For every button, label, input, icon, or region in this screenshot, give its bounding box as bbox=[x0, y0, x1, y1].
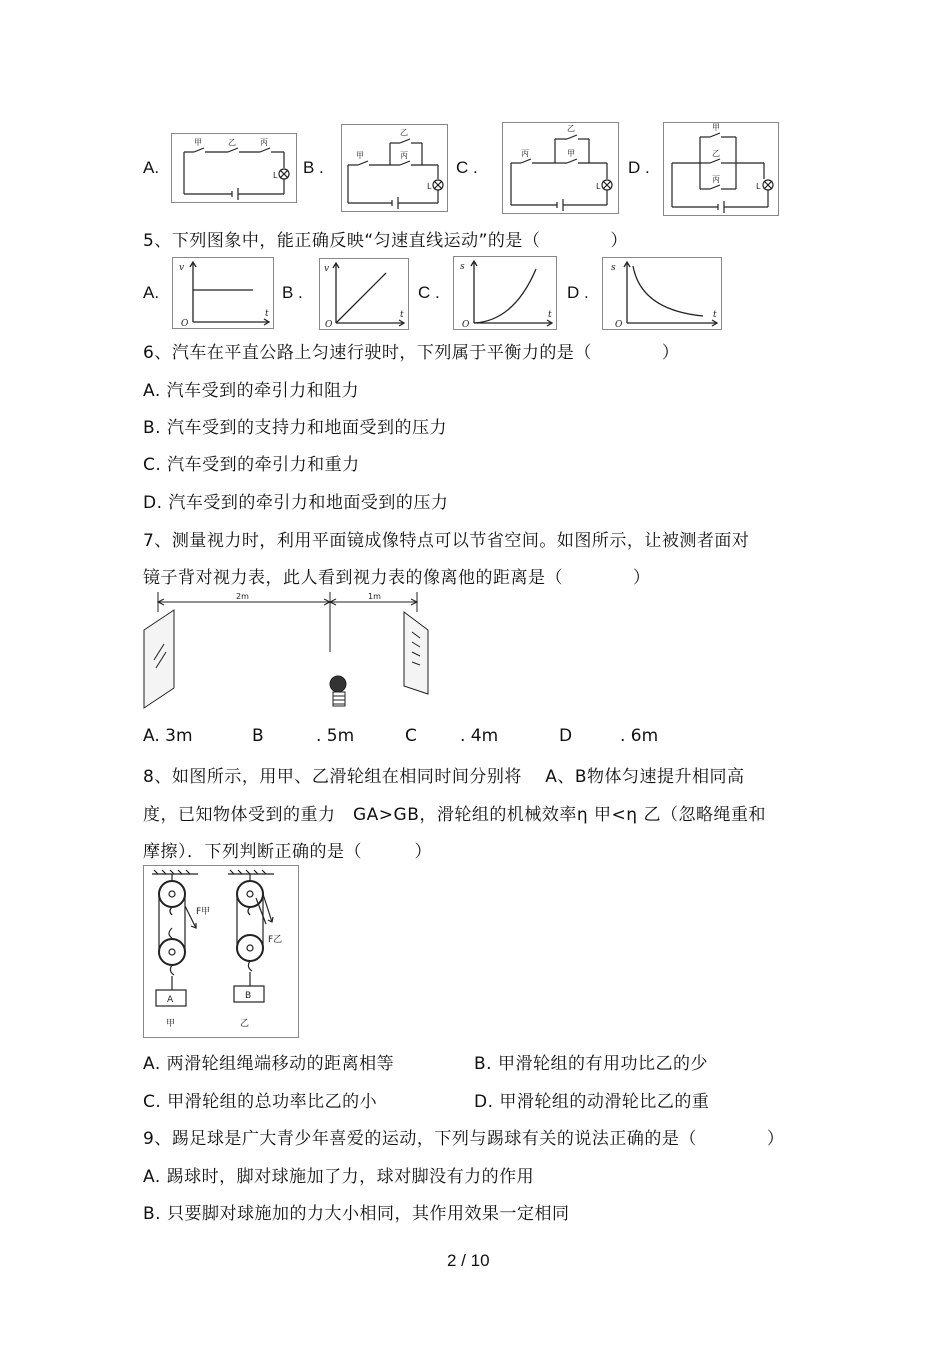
svg-text:F甲: F甲 bbox=[196, 907, 211, 917]
q7-option-c-letter: C bbox=[405, 726, 417, 746]
svg-text:2m: 2m bbox=[236, 592, 249, 601]
svg-text:甲: 甲 bbox=[166, 1019, 176, 1029]
svg-text:s: s bbox=[460, 262, 465, 272]
svg-text:t: t bbox=[400, 310, 404, 320]
svg-text:O: O bbox=[615, 320, 623, 329]
q5-option-b-label: B . bbox=[282, 283, 303, 302]
q7-option-d-letter: D bbox=[559, 726, 573, 746]
svg-text:甲: 甲 bbox=[567, 149, 575, 158]
q8-line2: 度，已知物体受到的重力 GA>GB，滑轮组的机械效率η 甲<η 乙（忽略绳重和 bbox=[143, 805, 766, 825]
q7-option-d-value: . 6m bbox=[620, 726, 659, 746]
svg-text:t: t bbox=[548, 310, 552, 320]
svg-text:L: L bbox=[427, 182, 432, 191]
svg-text:丙: 丙 bbox=[521, 149, 529, 158]
q6-option-c: C. 汽车受到的牵引力和重力 bbox=[143, 455, 360, 475]
svg-text:乙: 乙 bbox=[240, 1019, 250, 1029]
q8-option-d: D. 甲滑轮组的动滑轮比乙的重 bbox=[474, 1092, 710, 1112]
q6-question: 6、汽车在平直公路上匀速行驶时，下列属于平衡力的是（ ） bbox=[143, 343, 680, 363]
page-number: 2 / 10 bbox=[447, 1251, 490, 1270]
q7-option-a: A. 3m bbox=[143, 726, 193, 746]
q5-option-a-label: A. bbox=[143, 283, 160, 302]
svg-text:丙: 丙 bbox=[400, 151, 408, 160]
q7-line1: 7、测量视力时，利用平面镜成像特点可以节省空间。如图所示，让被测者面对 bbox=[143, 531, 750, 551]
q4-circuit-a bbox=[171, 133, 297, 203]
q5-graph-b bbox=[319, 258, 409, 330]
q7-option-b-value: . 5m bbox=[316, 726, 355, 746]
q4-circuit-b bbox=[341, 124, 448, 212]
q4-circuit-c bbox=[502, 122, 619, 214]
q6-option-a: A. 汽车受到的牵引力和阻力 bbox=[143, 381, 360, 401]
q8-option-a: A. 两滑轮组绳端移动的距离相等 bbox=[143, 1054, 395, 1074]
q8-option-b: B. 甲滑轮组的有用功比乙的少 bbox=[474, 1054, 708, 1074]
q5-graph-c bbox=[453, 256, 557, 330]
svg-text:t: t bbox=[713, 310, 717, 320]
q7-line2: 镜子背对视力表，此人看到视力表的像离他的距离是（ ） bbox=[143, 568, 651, 588]
q4-option-a-label: A. bbox=[143, 158, 160, 177]
svg-text:乙: 乙 bbox=[567, 124, 575, 133]
svg-text:s: s bbox=[611, 263, 616, 273]
svg-text:O: O bbox=[462, 320, 470, 329]
q9-question: 9、踢足球是广大青少年喜爱的运动，下列与踢球有关的说法正确的是（ ） bbox=[143, 1129, 785, 1149]
svg-text:丙: 丙 bbox=[260, 138, 268, 147]
q5-option-d-label: D . bbox=[567, 283, 589, 302]
q4-option-d-label: D . bbox=[628, 158, 650, 177]
q8-pulley-figure bbox=[143, 865, 299, 1038]
svg-text:丙: 丙 bbox=[712, 175, 720, 184]
q7-option-b-letter: B bbox=[252, 726, 264, 746]
q9-option-b: B. 只要脚对球施加的力大小相同，其作用效果一定相同 bbox=[143, 1204, 570, 1224]
q8-line1: 8、如图所示，用甲、乙滑轮组在相同时间分别将 A、B物体匀速提升相同高 bbox=[143, 767, 745, 787]
q5-option-c-label: C . bbox=[418, 283, 440, 302]
svg-text:O: O bbox=[181, 319, 189, 328]
svg-text:乙: 乙 bbox=[400, 128, 408, 137]
switch-label: 甲 bbox=[194, 138, 202, 147]
q4-option-c-label: C . bbox=[456, 158, 478, 177]
svg-text:乙: 乙 bbox=[228, 138, 236, 147]
svg-text:甲: 甲 bbox=[712, 123, 720, 132]
svg-text:甲: 甲 bbox=[356, 151, 364, 160]
svg-text:乙: 乙 bbox=[712, 149, 720, 158]
q5-graph-d bbox=[602, 257, 722, 330]
svg-text:t: t bbox=[265, 309, 269, 319]
svg-text:1m: 1m bbox=[368, 592, 381, 601]
q8-line3: 摩擦）．下列判断正确的是（ ） bbox=[143, 842, 432, 862]
svg-text:L: L bbox=[273, 171, 278, 180]
svg-text:F乙: F乙 bbox=[268, 935, 283, 945]
svg-text:L: L bbox=[596, 182, 601, 191]
svg-text:v: v bbox=[324, 264, 330, 274]
q6-option-b: B. 汽车受到的支持力和地面受到的压力 bbox=[143, 418, 447, 438]
q7-figure bbox=[140, 590, 440, 714]
q4-option-b-label: B . bbox=[303, 158, 324, 177]
q7-option-c-value: . 4m bbox=[460, 726, 499, 746]
svg-text:L: L bbox=[756, 182, 761, 191]
q9-option-a: A. 踢球时，脚对球施加了力，球对脚没有力的作用 bbox=[143, 1167, 535, 1187]
q5-graph-a bbox=[172, 257, 274, 329]
svg-text:v: v bbox=[179, 263, 185, 273]
svg-text:O: O bbox=[325, 320, 333, 329]
q6-option-d: D. 汽车受到的牵引力和地面受到的压力 bbox=[143, 493, 449, 513]
q8-option-c: C. 甲滑轮组的总功率比乙的小 bbox=[143, 1092, 378, 1112]
q5-question: 5、下列图象中，能正确反映“匀速直线运动”的是（ ） bbox=[143, 231, 628, 251]
q4-circuit-d bbox=[663, 122, 779, 216]
svg-text:A: A bbox=[167, 995, 174, 1005]
svg-text:B: B bbox=[245, 991, 252, 1001]
